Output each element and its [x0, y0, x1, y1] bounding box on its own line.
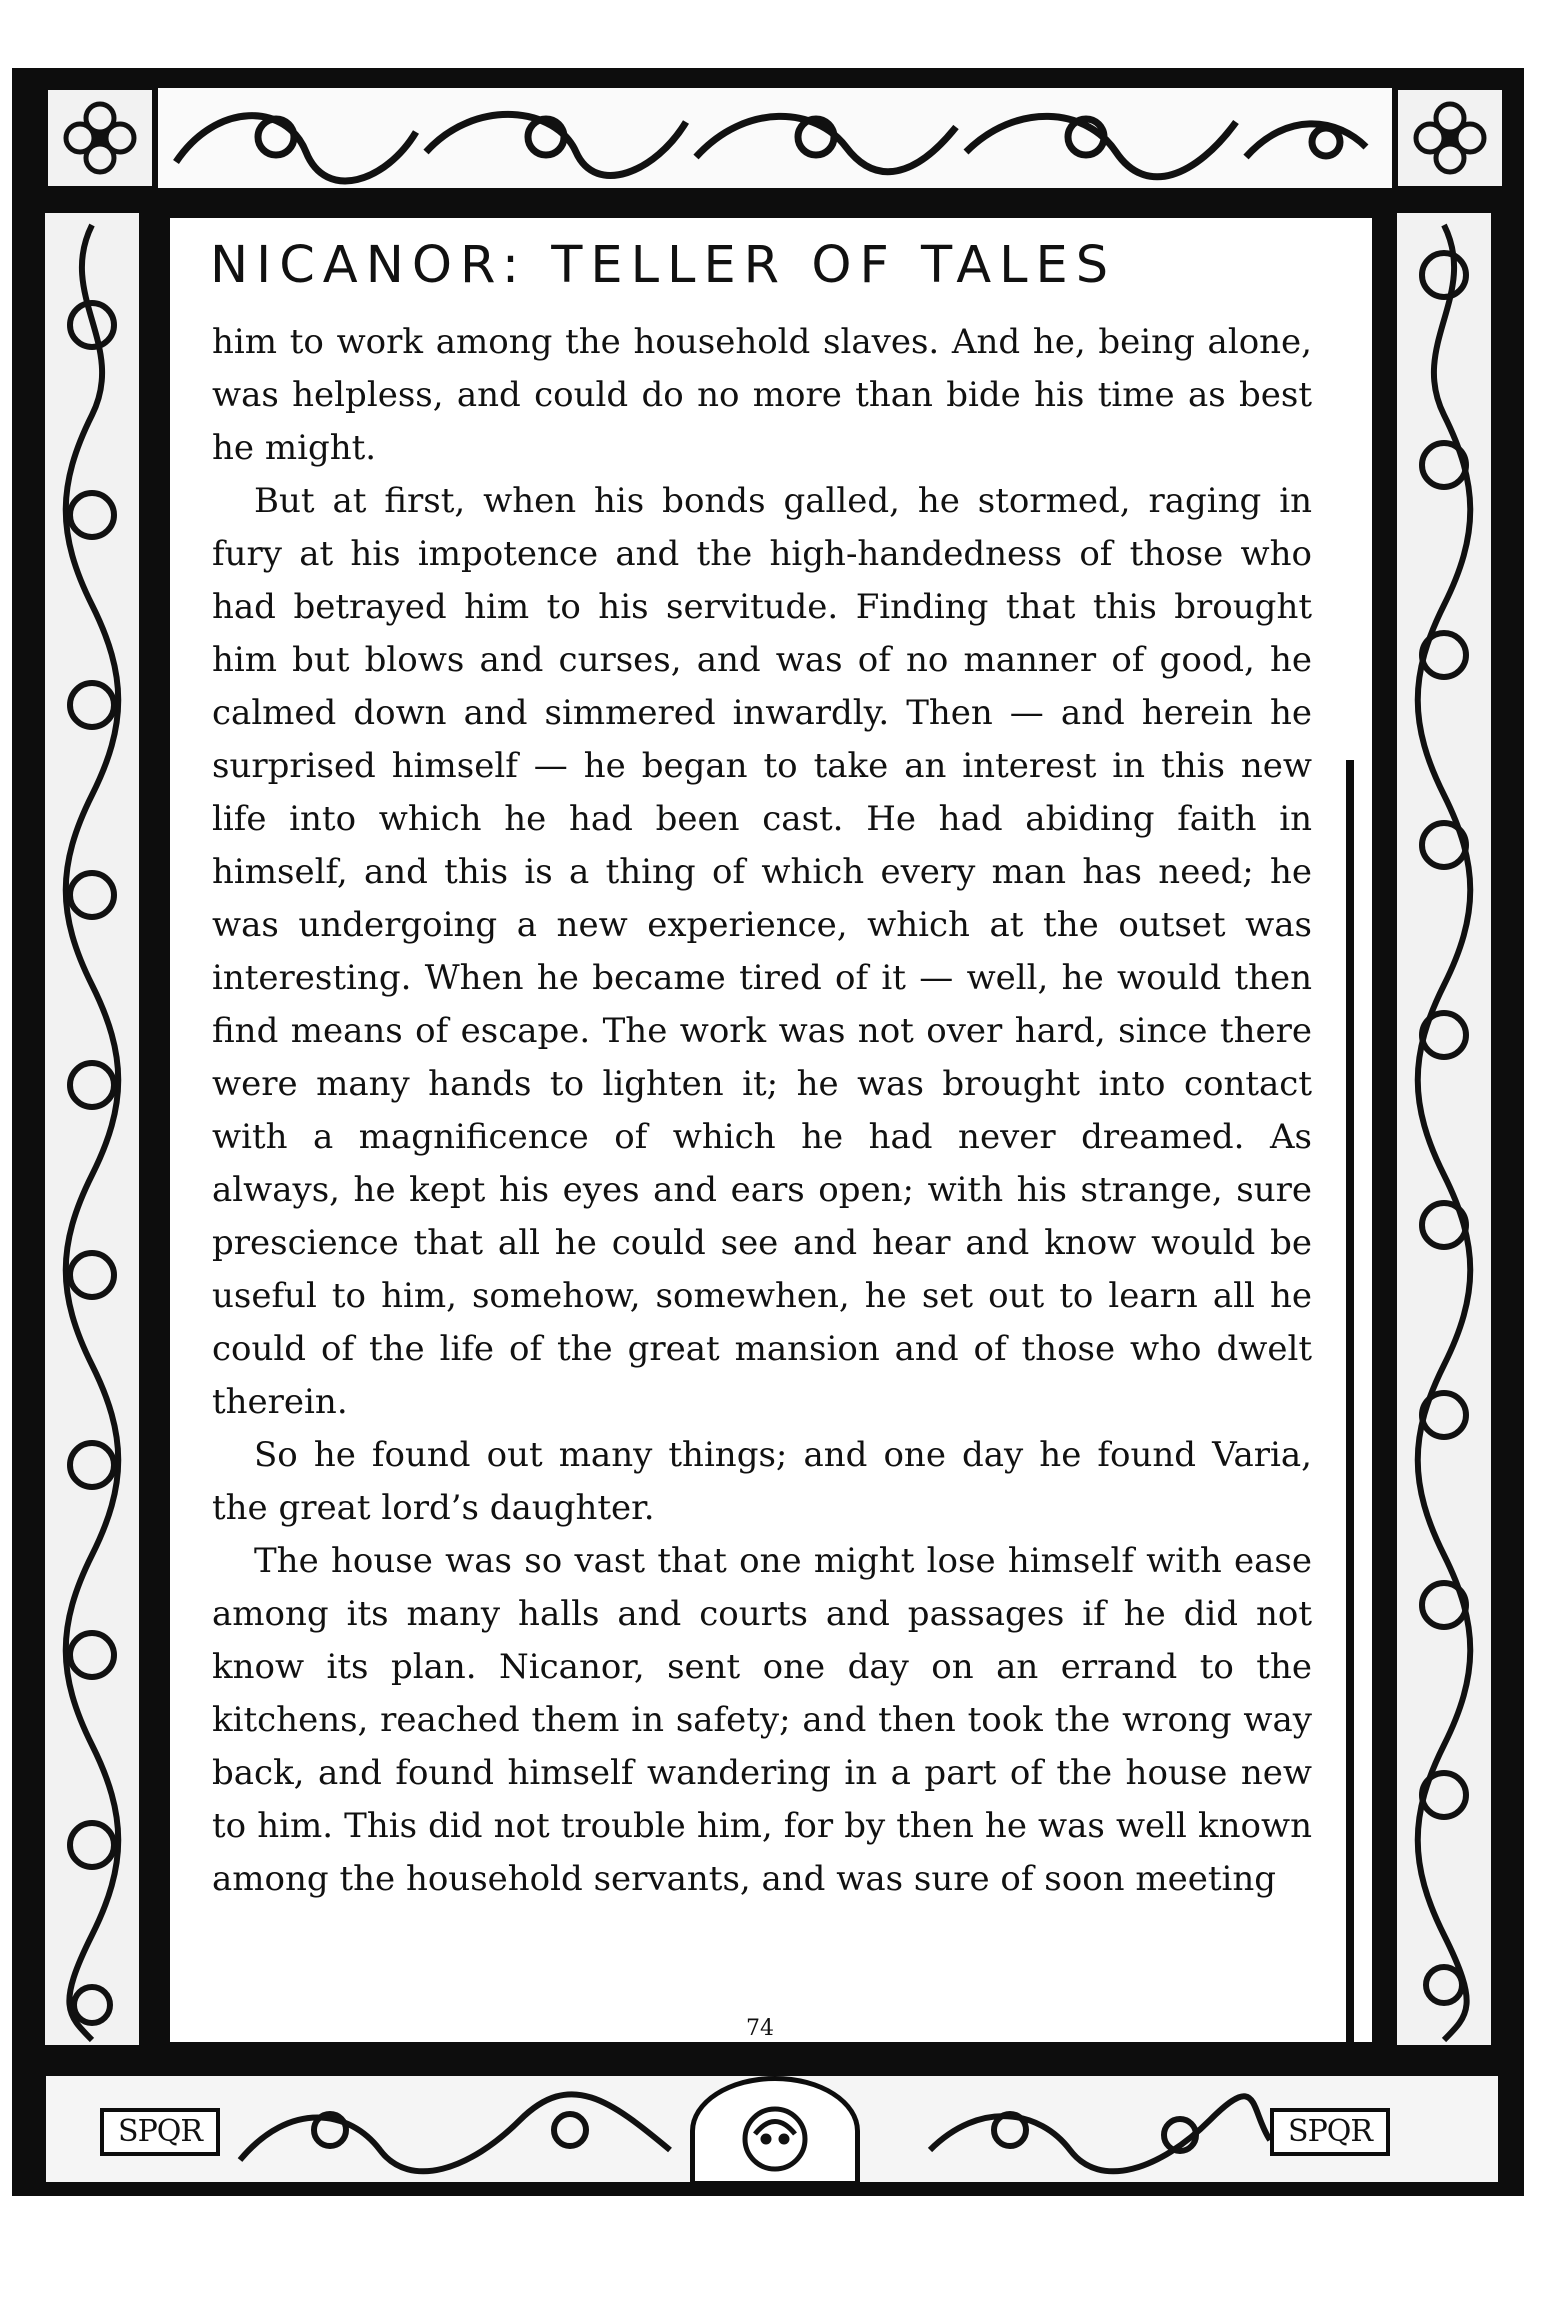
face-medallion-icon — [700, 2089, 850, 2179]
rosette-icon — [60, 98, 140, 178]
scroll-ornament-icon — [156, 92, 1386, 188]
running-head: NICANOR: TELLER OF TALES — [210, 236, 1117, 295]
inner-rule — [1346, 760, 1354, 2050]
corner-rosette-left — [42, 84, 158, 192]
medallion-ornament — [690, 2076, 860, 2186]
paragraph: But at first, when his bonds galled, he stormed, raging in fury at his impotence and the high-handedness of those who had betrayed him to his servitude. Finding that this brought him but blows and curses, and was of no manner of good, he calmed down and simmered inwardly. Then — and herein he surprised himself — he began to take an interest in this new life into which he had been cast. He had abiding faith in himself, and this is a thing of which every man has need; he was undergoing a new experience, which at the outset was interesting. When he became tired of it — well, he would then find means of escape. The work was not over hard, since there were many hands to lighten it; he was brought into contact with a magnificence of which he had never dreamed. As always, he kept his eyes and ears open; with his strange, sure prescience that all he could see and hear and know would be useful to him, somehow, somewhen, he set out to learn all he could of the life of the great mansion and of those who dwelt therein. — [212, 481, 1312, 1422]
rosette-icon — [1410, 98, 1490, 178]
paragraph: So he found out many things; and one day he found Varia, the great lord’s daughter. — [212, 1435, 1312, 1528]
left-ornament-column — [40, 208, 144, 2050]
paragraph: him to work among the household slaves. And he, being alone, was helpless, and could do no more than bide his time as best he might. — [212, 322, 1312, 468]
spqr-cartouche-right: SPQR — [1270, 2108, 1390, 2156]
spqr-cartouche-left: SPQR — [100, 2108, 220, 2156]
corner-rosette-right — [1392, 84, 1508, 192]
right-ornament-column — [1392, 208, 1496, 2050]
scroll-ornament-icon — [47, 215, 137, 2045]
body-text — [212, 316, 1312, 1906]
top-ornament-band — [40, 82, 1504, 194]
paragraph: The house was so vast that one might lose himself with ease among its many halls and courts and passages if he did not know its plan. Nicanor, sent one day on an errand to the kitchens, reached them in safety; and then took the wrong way back, and found himself wandering in a part of the house new to him. This did not trouble him, for by then he was well known among the household servants, and was sure of soon meeting — [212, 1541, 1312, 1899]
scroll-ornament-icon — [1399, 215, 1489, 2045]
page-number: 74 — [746, 2016, 774, 2041]
